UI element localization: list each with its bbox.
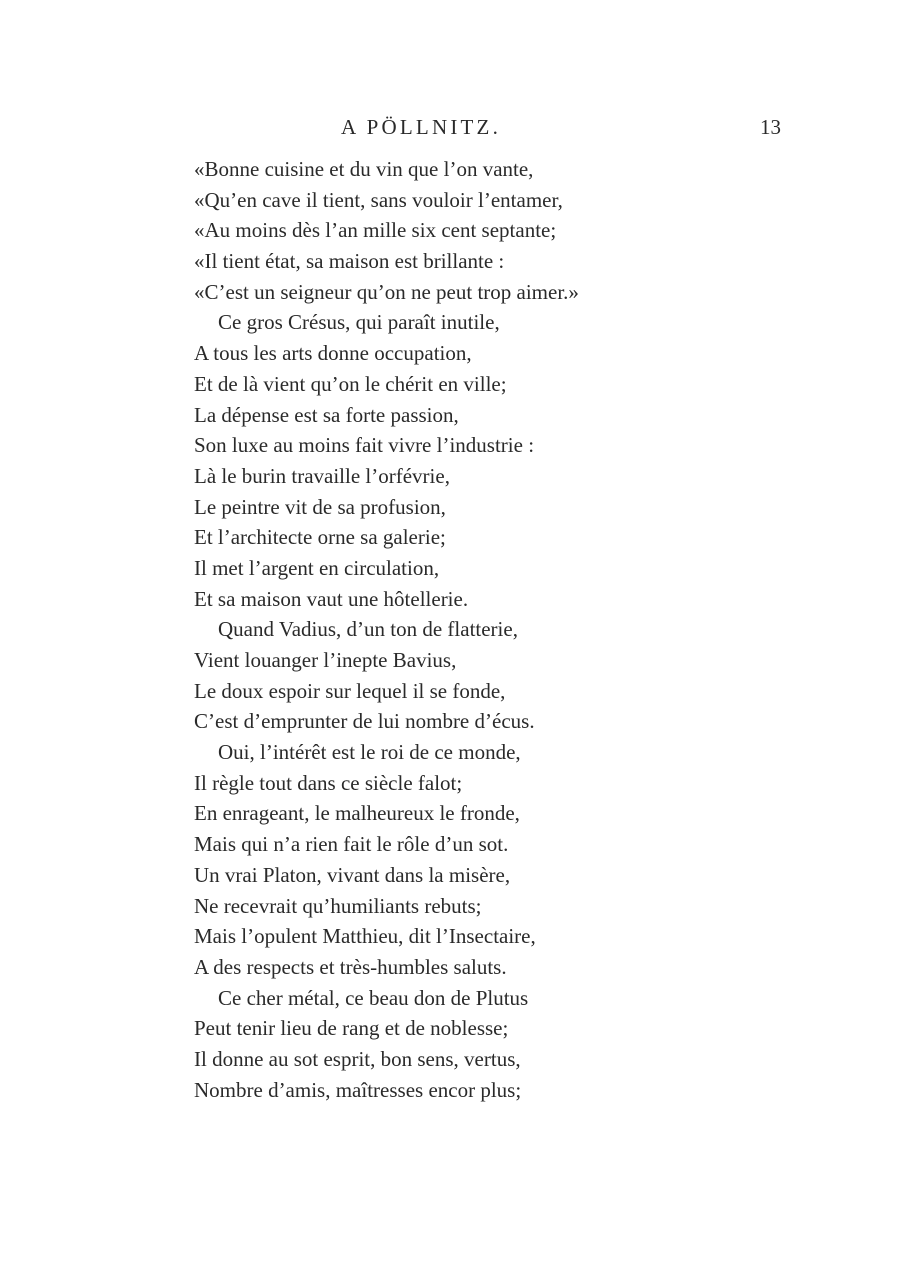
verse-line: Ce cher métal, ce beau don de Plutus bbox=[218, 985, 529, 1010]
verse-line: C’est d’emprunter de lui nombre d’écus. bbox=[194, 709, 535, 734]
verse-line: Mais l’opulent Matthieu, dit l’Insectaire, bbox=[194, 924, 536, 949]
verse-line: Vient louanger l’inepte Bavius, bbox=[194, 648, 457, 672]
verse-line: Et de là vient qu’on le chérit en ville; bbox=[194, 371, 507, 396]
verse-line: Ce gros Crésus, qui paraît inutile, bbox=[218, 310, 500, 335]
verse-line: La dépense est sa forte passion, bbox=[194, 402, 459, 427]
running-head bbox=[0, 115, 900, 145]
verse-line: Ne recevrait qu’humiliants rebuts; bbox=[194, 893, 482, 918]
verse-line: «Au moins dès l’an mille six cent septante; bbox=[194, 218, 557, 243]
page-number: 13 bbox=[760, 115, 781, 139]
verse-line: Son luxe au moins fait vivre l’industrie : bbox=[194, 433, 535, 458]
verse-line: Le doux espoir sur lequel il se fonde, bbox=[194, 678, 506, 703]
verse-line: En enrageant, le malheureux le fronde, bbox=[194, 801, 520, 826]
verse-line: Oui, l’intérêt est le roi de ce monde, bbox=[218, 740, 521, 765]
verse-line: Peut tenir lieu de rang et de noblesse; bbox=[194, 1016, 509, 1041]
verse-line: A des respects et très-humbles saluts. bbox=[194, 954, 507, 979]
verse-line: «C’est un seigneur qu’on ne peut trop aimer.» bbox=[194, 279, 579, 304]
verse-line: Un vrai Platon, vivant dans la misère, bbox=[194, 862, 511, 887]
verse-line: «Il tient état, sa maison est brillante : bbox=[194, 249, 505, 274]
verse-line: Il règle tout dans ce siècle falot; bbox=[194, 770, 463, 795]
verse-line: «Qu’en cave il tient, sans vouloir l’entamer, bbox=[194, 187, 563, 212]
verse-line: Il donne au sot esprit, bon sens, vertus, bbox=[194, 1046, 521, 1071]
running-title: A PÖLLNITZ. bbox=[341, 115, 502, 139]
poem-text bbox=[194, 154, 794, 1105]
verse-line: Et sa maison vaut une hôtellerie. bbox=[194, 586, 469, 611]
verse-line: Quand Vadius, d’un ton de flatterie, bbox=[218, 617, 518, 642]
verse-line: Mais qui n’a rien fait le rôle d’un sot. bbox=[194, 832, 509, 857]
verse-line: «Bonne cuisine et du vin que l’on vante, bbox=[194, 157, 534, 181]
verse-line: Il met l’argent en circulation, bbox=[194, 555, 440, 580]
verse-line: A tous les arts donne occupation, bbox=[194, 341, 472, 366]
verse-line: Le peintre vit de sa profusion, bbox=[194, 494, 446, 519]
verse-line: Et l’architecte orne sa galerie; bbox=[194, 525, 446, 550]
verse-line: Nombre d’amis, maîtresses encor plus; bbox=[194, 1077, 522, 1102]
verse-line: Là le burin travaille l’orfévrie, bbox=[194, 463, 450, 488]
